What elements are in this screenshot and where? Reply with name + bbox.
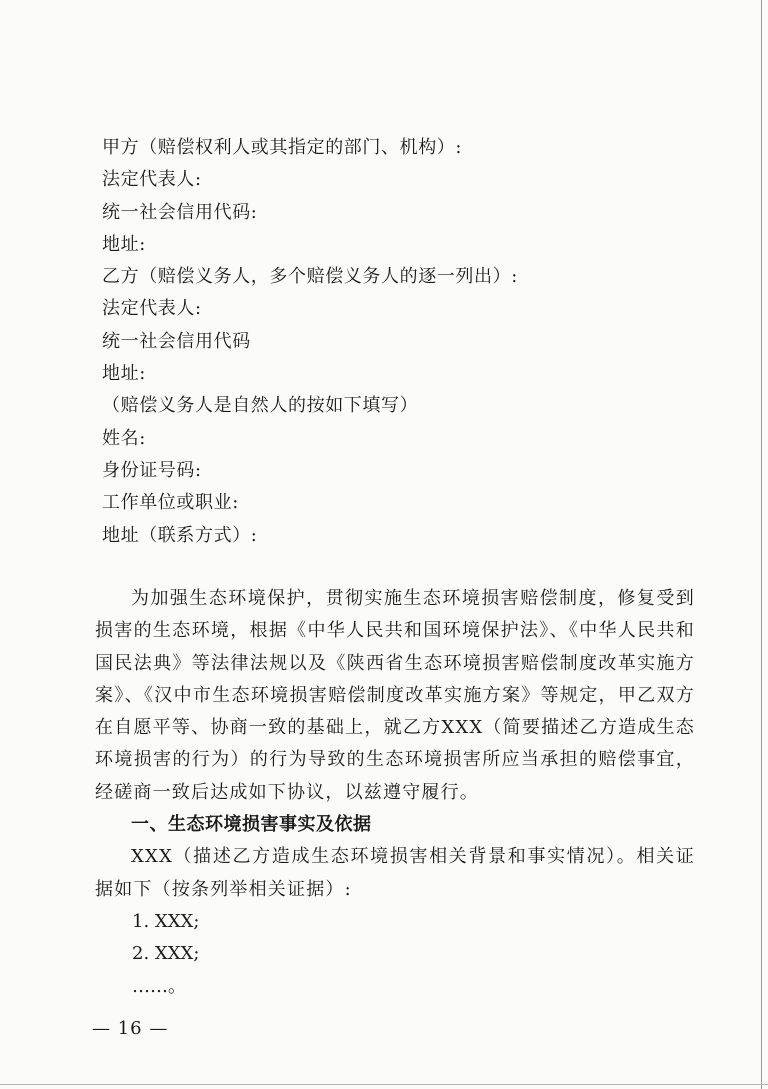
section-heading: 一、生态环境损害事实及依据 (131, 814, 372, 836)
party-a-line: 甲方（赔偿权利人或其指定的部门、机构）: (102, 137, 463, 158)
evidence-item: 1. XXX; (132, 910, 200, 932)
party-a-credit-code: 统一社会信用代码: (102, 201, 258, 223)
party-b-address: 地址: (102, 363, 146, 385)
section-paragraph: XXX（描述乙方造成生态环境损害相关背景和事实情况）。相关证据如下（按条列举相关证据）: (95, 846, 695, 900)
party-a-representative: 法定代表人: (102, 169, 202, 191)
person-address-contact: 地址（联系方式）: (102, 524, 258, 546)
person-id-number: 身份证号码: (102, 459, 202, 481)
party-b-credit-code: 统一社会信用代码 (102, 330, 251, 352)
scan-edge-line-bottom (0, 1084, 768, 1085)
page-number: — 16 — (92, 1018, 169, 1039)
intro-paragraph: 为加强生态环境保护，贯彻实施生态环境损害赔偿制度，修复受到损害的生态环境，根据《中华人民共和国环境保护法》、《中华人民共和国民法典》等法律法规以及《陕西省生态环境损害赔偿制度改革实施方案》、《汉中市生态环境损害赔偿制度改革实施方案》等规定，甲乙双方在自愿平等、协商一致的基础上，就乙方XXX（简要描述乙方造成生态环境损害的行为）的行为导致的生态环境损害所应当承担的赔偿事宜，经磋商一致后达成如下协议，以兹遵守履行。 (95, 588, 695, 803)
party-b-line: 乙方（赔偿义务人，多个赔偿义务人的逐一列出）: (102, 266, 518, 288)
party-info-block (102, 132, 518, 552)
party-b-representative: 法定代表人: (102, 298, 202, 320)
scan-edge-line (761, 0, 762, 1089)
agreement-body (95, 583, 695, 1003)
evidence-item: 2. XXX; (132, 943, 200, 965)
natural-person-note: （赔偿义务人是自然人的按如下填写） (102, 395, 419, 417)
party-a-address: 地址: (102, 233, 146, 255)
person-name: 姓名: (102, 427, 146, 449)
person-employer: 工作单位或职业: (102, 492, 239, 514)
evidence-item: ……。 (132, 975, 186, 997)
